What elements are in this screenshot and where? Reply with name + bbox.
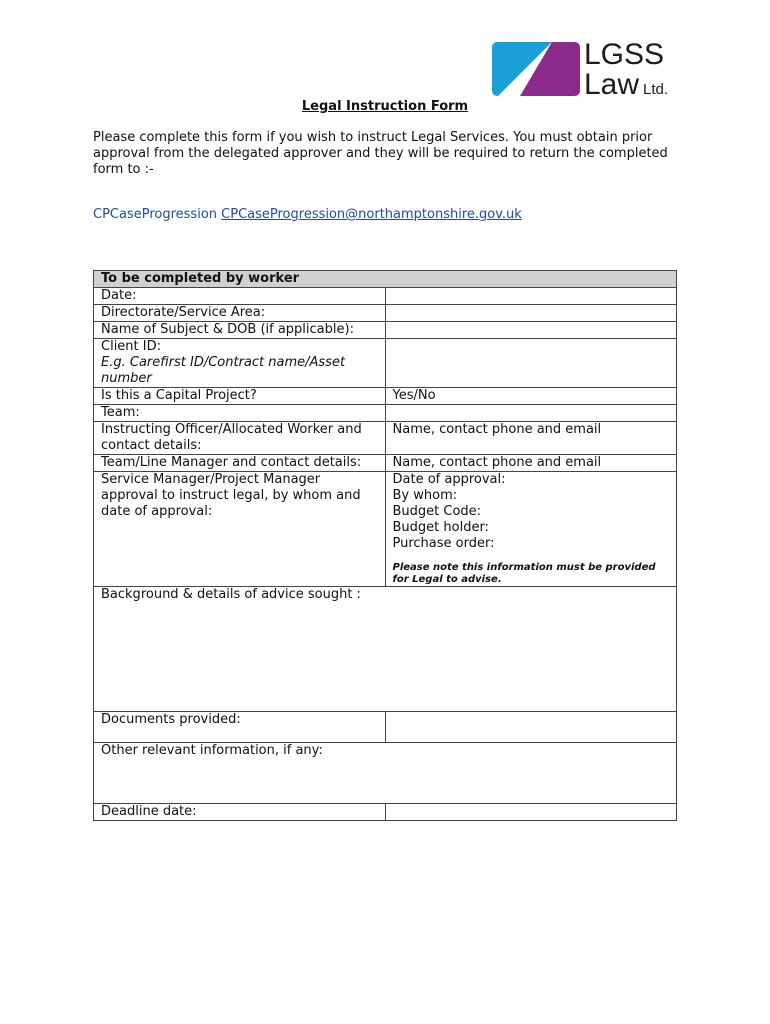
- client-id-label-cell: [94, 339, 386, 388]
- team-field[interactable]: [385, 405, 677, 422]
- client-id-row: [94, 339, 677, 388]
- client-id-example: E.g. Carefirst ID/Contract name/Asset number: [101, 355, 346, 386]
- subject-field[interactable]: [385, 322, 677, 339]
- instructing-officer-label: Instructing Officer/Allocated Worker and contact details:: [94, 422, 386, 455]
- approval-date-label: Date of approval:: [392, 472, 506, 487]
- approval-field[interactable]: [385, 472, 677, 587]
- approval-budget-code-label: Budget Code:: [392, 504, 482, 519]
- capital-project-field[interactable]: Yes/No: [385, 388, 677, 405]
- contact-line: [93, 207, 522, 222]
- other-info-row: [94, 743, 677, 804]
- date-field[interactable]: [385, 288, 677, 305]
- background-label: Background & details of advice sought :: [101, 587, 361, 602]
- logo-mark-icon: [492, 42, 580, 96]
- team-row: [94, 405, 677, 422]
- date-label: Date:: [94, 288, 386, 305]
- deadline-label: Deadline date:: [94, 804, 386, 821]
- intro-paragraph: Please complete this form if you wish to instruct Legal Services. You must obtain prior approval from the delegated approver and they will be required to return the completed form to :-: [93, 130, 668, 177]
- approval-budget-holder-label: Budget holder:: [392, 520, 489, 535]
- form-header-row: [94, 271, 677, 288]
- logo-text-lgss: LGSS: [584, 38, 665, 71]
- line-manager-row: [94, 455, 677, 472]
- instruction-form-table: [93, 270, 677, 821]
- client-id-label: Client ID:: [101, 339, 161, 354]
- contact-email-link[interactable]: CPCaseProgression@northamptonshire.gov.uk: [221, 207, 522, 222]
- line-manager-field[interactable]: Name, contact phone and email: [385, 455, 677, 472]
- page-title: Legal Instruction Form: [301, 99, 469, 114]
- documents-row: [94, 712, 677, 743]
- subject-label: Name of Subject & DOB (if applicable):: [94, 322, 386, 339]
- capital-project-label: Is this a Capital Project?: [94, 388, 386, 405]
- logo-text-law: Law Ltd.: [584, 68, 669, 101]
- form-header: To be completed by worker: [94, 271, 677, 288]
- date-row: [94, 288, 677, 305]
- subject-row: [94, 322, 677, 339]
- line-manager-label: Team/Line Manager and contact details:: [94, 455, 386, 472]
- logo-text-ltd: Ltd.: [643, 81, 669, 98]
- deadline-row: [94, 804, 677, 821]
- other-info-field[interactable]: [94, 743, 677, 804]
- approval-purchase-order-label: Purchase order:: [392, 536, 495, 551]
- background-row: [94, 587, 677, 712]
- approval-by-whom-label: By whom:: [392, 488, 458, 503]
- capital-project-row: [94, 388, 677, 405]
- directorate-field[interactable]: [385, 305, 677, 322]
- deadline-field[interactable]: [385, 804, 677, 821]
- instructing-officer-row: [94, 422, 677, 455]
- instructing-officer-field[interactable]: Name, contact phone and email: [385, 422, 677, 455]
- approval-label: Service Manager/Project Manager approval to instruct legal, by whom and date of approval:: [94, 472, 386, 587]
- directorate-label: Directorate/Service Area:: [94, 305, 386, 322]
- other-info-label: Other relevant information, if any:: [101, 743, 323, 758]
- approval-note: Please note this information must be provided for Legal to advise.: [392, 562, 656, 585]
- documents-field[interactable]: [385, 712, 677, 743]
- team-label: Team:: [94, 405, 386, 422]
- contact-name: CPCaseProgression: [93, 207, 218, 222]
- background-field[interactable]: [94, 587, 677, 712]
- client-id-field[interactable]: [385, 339, 677, 388]
- directorate-row: [94, 305, 677, 322]
- lgss-law-logo: [492, 40, 692, 100]
- documents-label: Documents provided:: [94, 712, 386, 743]
- approval-row: [94, 472, 677, 587]
